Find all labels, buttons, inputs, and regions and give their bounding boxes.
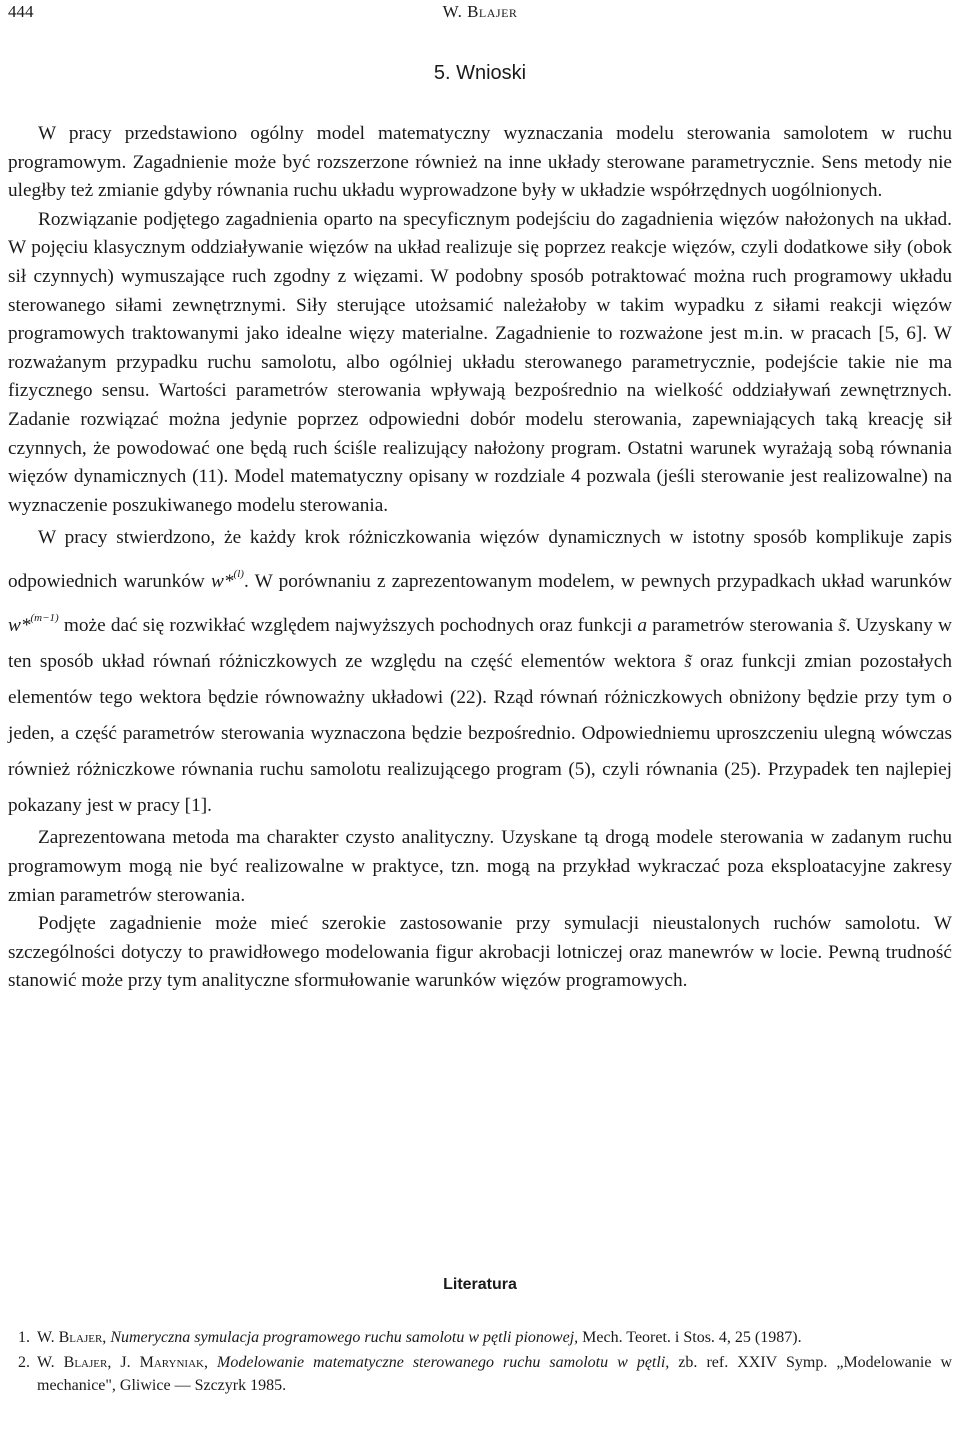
paragraph-5: Podjęte zagadnienie może mieć szerokie zastosowanie przy symulacji nieustalonych ruchów samolotu. W szczególności dotyczy to prawidłowego modelowania figur akrobacji lotniczej oraz manewrów w locie. Pewną trudność stanowić może przy tym analityczne sformułowanie warunków więzów programowych. <box>8 913 952 992</box>
paragraph-4: Zaprezentowana metoda ma charakter czysto analityczny. Uzyskane tą drogą modele sterowania w zadanym ruchu programowym mogą nie być realizowalne w praktyce, tzn. mogą na przykład wykraczać poza eksploatacyjne zakresy zmian parametrów sterowania. <box>8 827 952 906</box>
reference-authors: W. Blajer, J. Maryniak, <box>37 1354 208 1371</box>
running-head-author: Blajer <box>467 2 518 21</box>
paragraph-1: W pracy przedstawiono ogólny model matematyczny wyznaczania modelu sterowania samolotem w ruchu programowym. Zagadnienie może być rozszerzone również na inne układy sterowane parametrycznie. Sens metody nie uległby też zmianie gdyby równania ruchu układu wyprowadzone były w układzie współrzędnych uogólnionych. <box>8 123 952 202</box>
math-symbol-s-tilde-2: s̃ <box>684 651 692 673</box>
reference-item <box>8 1326 952 1349</box>
running-head-initial: W. <box>442 2 468 21</box>
paragraph-3-text-a: W pracy stwierdzono, że każdy krok różniczkowania więzów dynamicznych w istotny sposób komplikuje zapis odpowiednich warunków <box>8 527 952 593</box>
reference-item <box>8 1351 952 1397</box>
paragraph-2: Rozwiązanie podjętego zagadnienia oparto na specyficznym podejściu do zagadnienia więzów nałożonych na układ. W pojęciu klasycznym oddziaływanie więzów na układ realizuje się poprzez reakcje więzów, czyli dodatkowe siły (obok sił czynnych) wymuszające ruch zgodny z więzami. W podobny sposób potraktować można ruch programowy układu sterowanego siłami zewnętrznymi. Siły sterujące utożsamić należałoby w takim wypadku z siłami reakcji więzów programowych traktowanymi jako idealne więzy materialne. Zagadnienie to rozważone jest m.in. w pracach [5, 6]. W rozważanym przypadku ruchu samolotu, albo ogólniej układu sterowanego parametrycznie, podejście takie nie ma fizycznego sensu. Wartości parametrów sterowania wpływają bezpośrednio na wielkość oddziaływań zewnętrznych. Zadanie rozwiązać można jedynie poprzez odpowiedni dobór modelu sterowania, zapewniających taką kreację sił czynnych, że powodować one będą ruch ściśle realizujący nałożony program. Ostatni warunek wyrażają sobą równania więzów dynamicznych (11). Model matematyczny opisany w rozdziale 4 pozwala (jeśli sterowanie jest realizowalne) na wyznaczenie poszukiwanego modelu sterowania. <box>8 208 952 516</box>
paragraph-3-text-c: może dać się rozwikłać względem najwyższych pochodnych oraz funkcji <box>58 615 638 637</box>
reference-list <box>8 1326 952 1399</box>
reference-title: Modelowanie matematyczne sterowanego ruchu samolotu w pętli, <box>217 1354 670 1371</box>
paragraph-3-text-f: oraz funkcji zmian pozostałych elementów tego wektora będzie równoważny układowi (22). Rząd równań różniczkowych obniżony będzie przy tym o jeden, a część parametrów sterowania wyznaczona będzie bezpośrednio. Odpowiedniemu uproszczeniu ulegną wówczas również różniczkowe równania ruchu samolotu realizującego program (5), czyli równania (25). Przypadek ten najlepiej pokazany jest w pracy [1]. <box>8 651 952 817</box>
literature-title: Literatura <box>443 1276 517 1293</box>
reference-number: 2. <box>18 1354 30 1371</box>
paragraph-3-text-e: . Uzyskany w ten sposób układ równań różniczkowych ze względu na część elementów wektora <box>8 615 952 673</box>
page-header <box>8 2 952 28</box>
section-title: 5. Wnioski <box>433 62 527 84</box>
math-symbol-a: a <box>637 615 648 637</box>
paragraph-3-text-d: parametrów sterowania <box>647 615 839 637</box>
reference-source: Mech. Teoret. i Stos. 4, 25 (1987). <box>578 1329 802 1346</box>
running-head <box>8 2 952 22</box>
page-number: 444 <box>8 2 34 21</box>
reference-authors: W. Blajer, <box>37 1329 107 1346</box>
math-symbol-s-tilde: s̃ <box>838 615 846 637</box>
reference-number: 1. <box>18 1329 30 1346</box>
paragraph-3 <box>8 520 952 824</box>
paragraph-3-text-b: . W porównaniu z zaprezentowanym modelem, w pewnych przypadkach układ warunków <box>243 571 952 593</box>
body-text <box>8 120 952 996</box>
math-symbol-w-star-2: w* <box>8 615 31 637</box>
math-superscript-m-minus-1: (m−1) <box>30 612 59 625</box>
math-superscript-l: (l) <box>233 568 244 581</box>
reference-source: zb. ref. XXIV Symp. „Modelowanie w mechanice", Gliwice — Szczyrk 1985. <box>37 1354 953 1394</box>
reference-title: Numeryczna symulacja programowego ruchu samolotu w pętli pionowej, <box>110 1329 579 1346</box>
math-symbol-w-star: w* <box>211 571 234 593</box>
